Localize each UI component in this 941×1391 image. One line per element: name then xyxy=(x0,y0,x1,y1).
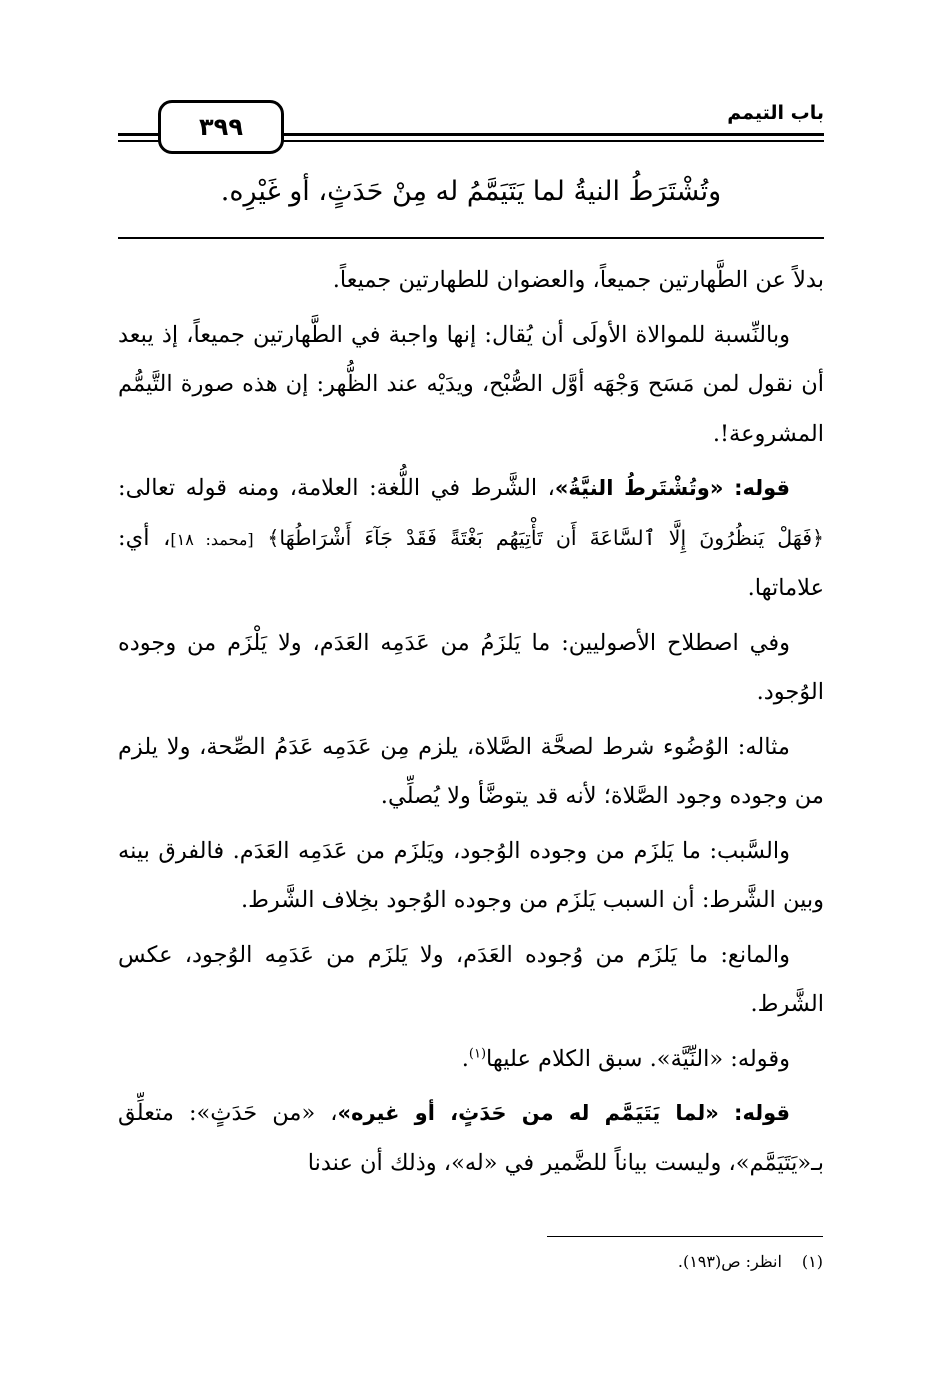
footnote xyxy=(678,1250,823,1274)
paragraph-text: وقوله: «النِّيَّة». سبق الكلام عليها xyxy=(486,1045,790,1072)
page-number: ٣٩٩ xyxy=(158,100,284,154)
paragraph: والسَّبب: ما يَلزَم من وجوده الوُجود، ويَلزَم من عَدَمِه العَدَم. فالفرق بينه وبين الشَّرط: أن السبب يَلزَم من وجوده الوُجود بخِلاف الشَّرط. xyxy=(118,837,824,913)
running-header xyxy=(118,100,824,160)
matn-separator xyxy=(118,237,824,239)
paragraph xyxy=(118,464,824,614)
paragraph-text: ، الشَّرط في اللُّغة: العلامة، ومنه قوله تعالى: xyxy=(118,475,555,501)
paragraph xyxy=(118,1035,824,1085)
chapter-title: باب التيمم xyxy=(717,102,824,124)
paragraph xyxy=(118,1089,824,1188)
paragraph-lead: قوله: «لما يَتَيَمَّم له من حَدَثٍ، أو غيره» xyxy=(337,1101,790,1125)
footnote-separator xyxy=(547,1236,823,1237)
paragraph-lead: قوله: «وتُشْتَرطُ النيَّةُ» xyxy=(554,476,790,500)
footnote-marker[interactable]: (١) xyxy=(468,1046,487,1061)
paragraph: وفي اصطلاح الأصوليين: ما يَلزَمُ من عَدَمِه العَدَم، ولا يَلْزَم من وجوده الوُجود. xyxy=(118,629,824,705)
paragraph: بدلاً عن الطَّهارتين جميعاً، والعضوان للطهارتين جميعاً. xyxy=(332,267,824,293)
quran-verse: ﴿فَهَلْ يَنظُرُونَ إِلَّا ٱلسَّاعَةَ أَن تَأْتِيَهُم بَغْتَةً فَقَدْ جَآءَ أَشْرَاطُهَا﴾ xyxy=(267,525,825,550)
matn-text: وتُشْتَرَطُ النيةُ لما يَتَيَمَّمُ له مِنْ حَدَثٍ، أو غَيْرِه. xyxy=(220,176,722,207)
paragraph: مثاله: الوُضُوء شرط لصحَّة الصَّلاة، يلزم مِن عَدَمِه عَدَمُ الصِّحة، ولا يلزم من وجوده وجود الصَّلاة؛ لأنه قد يتوضَّأ ولا يُصلِّي. xyxy=(118,733,824,809)
commentary-body xyxy=(118,256,824,1193)
paragraph-text: ، «من حَدَثٍ»: متعلِّق بـ«يَتَيَمَّم»، وليست بياناً للضَّمير في «له»، وذلك أن عندنا xyxy=(118,1100,824,1176)
footnote-text: انظر: ص(١٩٣). xyxy=(677,1252,782,1271)
paragraph-text: . xyxy=(461,1045,469,1072)
footnote-number: (١) xyxy=(801,1252,823,1271)
paragraph-text: ، أي: علاماتها. xyxy=(118,524,824,601)
paragraph: والمانع: ما يَلزَم من وُجوده العَدَم، ولا يَلزَم من عَدَمِه الوُجود، عكس الشَّرط. xyxy=(118,941,824,1017)
verse-reference: [محمد: ١٨] xyxy=(170,529,254,549)
paragraph: وبالنِّسبة للموالاة الأولَى أن يُقال: إنها واجبة في الطَّهارتين جميعاً، إذ يبعد أن نقول لمن مَسَح وَجْهَه أوَّل الصُّبْح، ويدَيْه عند الظُّهر: إن هذه صورة التَّيمُّم المشروعة!. xyxy=(118,321,824,447)
